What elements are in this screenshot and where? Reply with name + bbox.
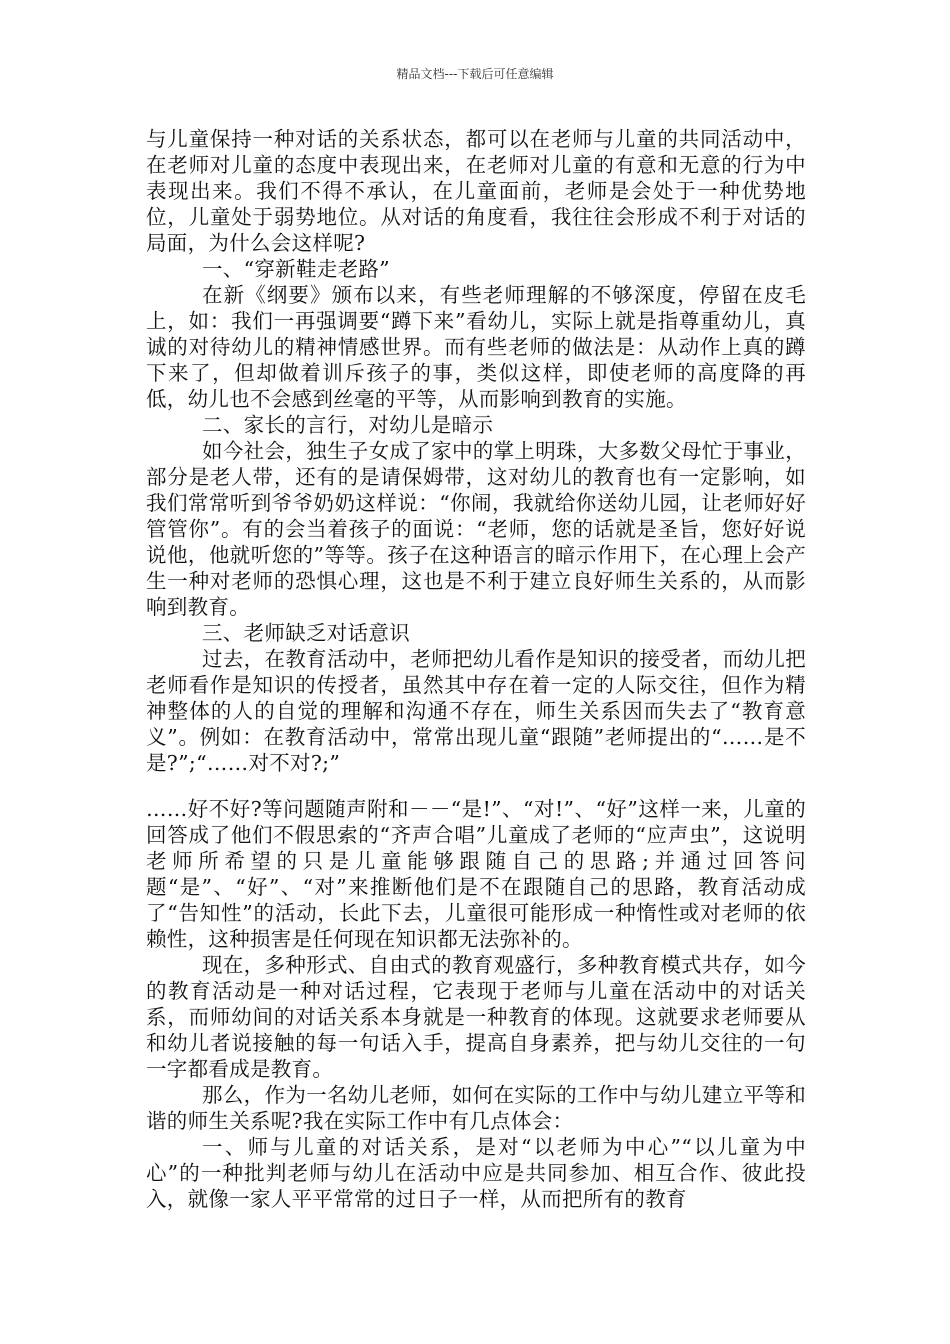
paragraph-point-1: 一、师与儿童的对话关系，是对“以老师为中心”“以儿童为中心”的一种批判老师与幼儿在活动中应是共同参加、相互合作、彼此投入，就像一家人平平常常的过日子一样，从而把所有的教育 (146, 1135, 806, 1211)
paragraph-section-3: 过去，在教育活动中，老师把幼儿看作是知识的接受者，而幼儿把老师看作是知识的传授者，虽然其中存在着一定的人际交往，但作为精神整体的人的自觉的理解和沟通不存在，师生关系因而失去了“教育意义”。例如：在教育活动中，常常出现儿童“跟随”老师提出的“……是不是?”;“……对不对?;” (146, 647, 806, 775)
paragraph-section-1: 在新《纲要》颁布以来，有些老师理解的不够深度，停留在皮毛上，如：我们一再强调要“蹲下来”看幼儿，实际上就是指尊重幼儿，真诚的对待幼儿的精神情感世界。而有些老师的做法是：从动作上真的蹲下来了，但却做着训斥孩子的事，类似这样，即使老师的高度降的再低，幼儿也不会感到丝毫的平等，从而影响到教育的实施。 (146, 283, 806, 411)
text-block-upper (146, 126, 806, 776)
paragraph-current: 现在，多种形式、自由式的教育观盛行，多种教育模式共存，如今的教育活动是一种对话过程，它表现于老师与儿童在活动中的对话关系，而师幼间的对话关系本身就是一种教育的体现。这就要求老师要从和幼儿者说接触的每一句话入手，提高自身素养，把与幼儿交往的一句一字都看成是教育。 (146, 953, 806, 1081)
paragraph-section-2: 如今社会，独生子女成了家中的掌上明珠，大多数父母忙于事业，部分是老人带，还有的是请保姆带，这对幼儿的教育也有一定影响，如我们常常听到爷爷奶奶这样说：“你闹，我就给你送幼儿园，让老师好好管管你”。有的会当着孩子的面说：“老师，您的话就是圣旨，您好好说说他，他就听您的”等等。孩子在这种语言的暗示作用下，在心理上会产生一种对老师的恐惧心理，这也是不利于建立良好师生关系的，从而影响到教育。 (146, 439, 806, 619)
page-header: 精品文档---下载后可任意编辑 (396, 67, 554, 81)
section-heading-2: 二、家长的言行，对幼儿是暗示 (202, 413, 494, 437)
text-block-lower (146, 796, 806, 1212)
section-heading-3: 三、老师缺乏对话意识 (202, 621, 410, 645)
paragraph-continuation: ……好不好?等问题随声附和－－“是!”、“对!”、“好”这样一来，儿童的回答成了他们不假思索的“齐声合唱”儿童成了老师的“应声虫”，这说明老师所希望的只是儿童能够跟随自己的思路;并通过回答问题“是”、“好”、“对”来推断他们是不在跟随自己的思路，教育活动成了“告知性”的活动，长此下去，儿童很可能形成一种惰性或对老师的依赖性，这种损害是任何现在知识都无法弥补的。 (146, 797, 806, 951)
paragraph-intro: 与儿童保持一种对话的关系状态，都可以在老师与儿童的共同活动中，在老师对儿童的态度中表现出来，在老师对儿童的有意和无意的行为中表现出来。我们不得不承认，在儿童面前，老师是会处于一种优势地位，儿童处于弱势地位。从对话的角度看，我往往会形成不利于对话的局面，为什么会这样呢? (146, 127, 806, 255)
paragraph-question: 那么，作为一名幼儿老师，如何在实际的工作中与幼儿建立平等和谐的师生关系呢?我在实际工作中有几点体会： (146, 1083, 806, 1133)
section-heading-1: 一、“穿新鞋走老路” (202, 257, 390, 281)
